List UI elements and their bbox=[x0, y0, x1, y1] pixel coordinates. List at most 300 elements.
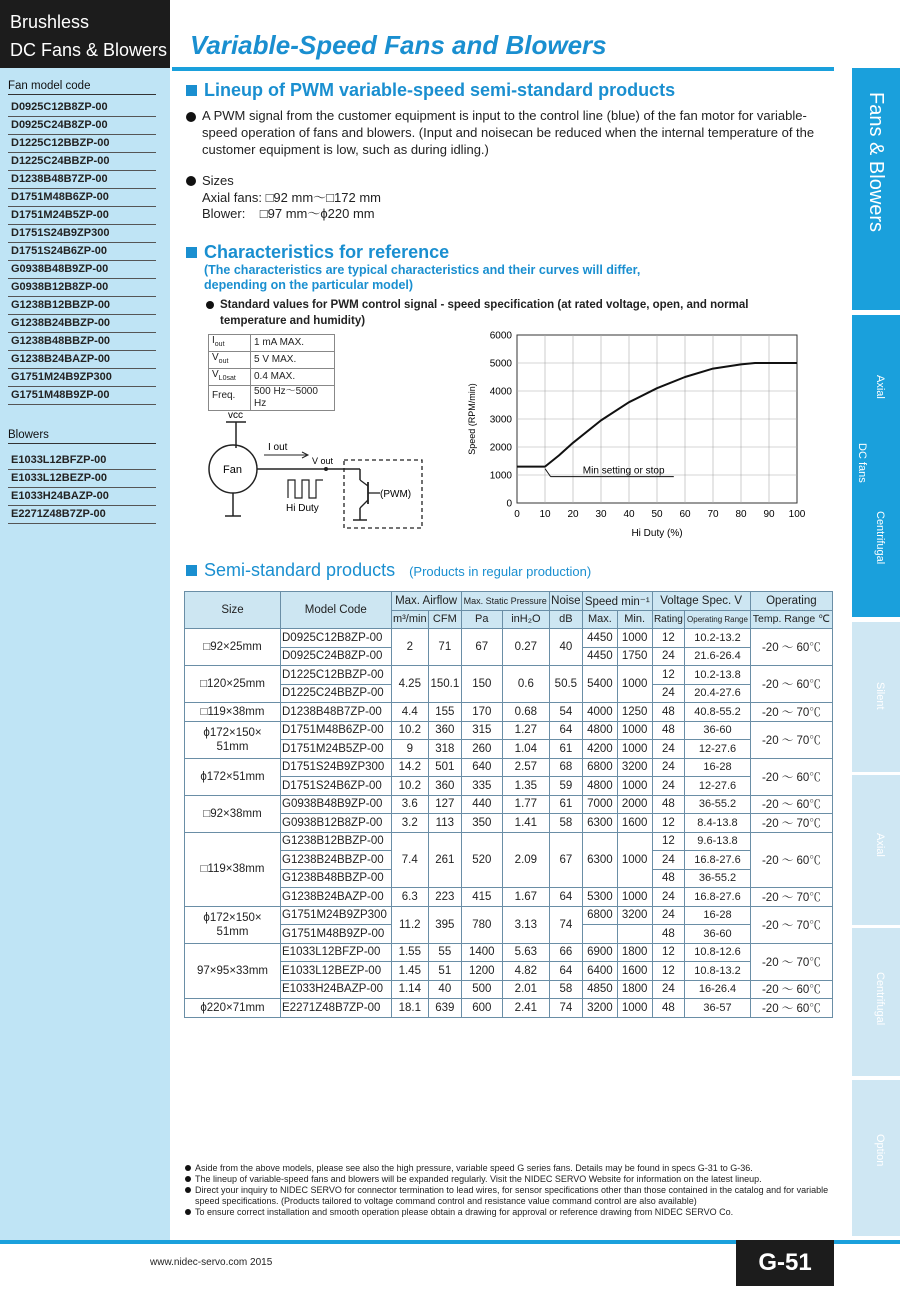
cell-inh2o: 0.68 bbox=[502, 703, 549, 722]
cell-size: □92×38mm bbox=[185, 795, 281, 832]
spec-row bbox=[209, 369, 335, 386]
cell-min: 1000 bbox=[617, 832, 652, 888]
y-tick-label: 3000 bbox=[489, 414, 512, 426]
cell-min: 1600 bbox=[617, 814, 652, 833]
cell-max: 5300 bbox=[582, 888, 617, 907]
cell-rating: 24 bbox=[652, 906, 685, 925]
fan-model-item[interactable]: G1751M48B9ZP-00 bbox=[8, 387, 156, 405]
transistor-collector bbox=[360, 480, 368, 486]
table-row bbox=[185, 999, 833, 1018]
th-m3min: m³/min bbox=[391, 610, 429, 629]
cell-model: G1238B24BBZP-00 bbox=[281, 851, 392, 870]
cell-range: 36-55.2 bbox=[685, 869, 751, 888]
tab-centrifugal-label: Centrifugal bbox=[874, 511, 886, 565]
cell-range: 12-27.6 bbox=[685, 740, 751, 759]
tab-axial2-label: Axial bbox=[874, 833, 886, 857]
cell-inh2o: 2.01 bbox=[502, 980, 549, 999]
cell-rating: 12 bbox=[652, 943, 685, 962]
cell-cfm: 113 bbox=[429, 814, 462, 833]
cell-model: D1225C24BBZP-00 bbox=[281, 684, 392, 703]
cell-m3: 3.2 bbox=[391, 814, 429, 833]
cell-rating: 12 bbox=[652, 962, 685, 981]
note-item: To ensure correct installation and smooth operation please obtain a drawing for approval or reference drawing from NIDEC SERVO Co. bbox=[183, 1207, 833, 1218]
fan-model-item[interactable]: D1238B48B7ZP-00 bbox=[8, 171, 156, 189]
table-row bbox=[185, 703, 833, 722]
fan-model-item[interactable]: D0925C24B8ZP-00 bbox=[8, 117, 156, 135]
cell-temp: -20 ～ 70℃ bbox=[750, 814, 832, 833]
blower-model-item[interactable]: E1033L12BFZP-00 bbox=[8, 452, 156, 470]
cell-cfm: 150.1 bbox=[429, 666, 462, 703]
standard-values-1: Standard values for PWM control signal - speed specification (at rated voltage, open, and normal bbox=[220, 299, 749, 311]
table-row bbox=[185, 832, 833, 851]
fan-model-item[interactable]: G1238B48BBZP-00 bbox=[8, 333, 156, 351]
y-tick-label: 5000 bbox=[489, 358, 512, 370]
brand-header bbox=[0, 0, 170, 68]
cell-max: 4850 bbox=[582, 980, 617, 999]
fan-label: Fan bbox=[223, 464, 242, 476]
x-tick-label: 30 bbox=[595, 509, 607, 520]
fan-model-item[interactable]: D1225C12BBZP-00 bbox=[8, 135, 156, 153]
cell-model: D1238B48B7ZP-00 bbox=[281, 703, 392, 722]
x-tick-label: 80 bbox=[735, 509, 747, 520]
cell-rating: 12 bbox=[652, 814, 685, 833]
cell-model: G1238B24BAZP-00 bbox=[281, 888, 392, 907]
cell-db: 68 bbox=[549, 758, 582, 777]
cell-m3: 7.4 bbox=[391, 832, 429, 888]
spec-symbol: $I_{out}$ bbox=[209, 335, 251, 352]
x-tick-label: 90 bbox=[763, 509, 775, 520]
table-row bbox=[185, 758, 833, 777]
cell-pa: 780 bbox=[461, 906, 502, 943]
cell-temp: -20 ～ 70℃ bbox=[750, 943, 832, 980]
cell-inh2o: 1.41 bbox=[502, 814, 549, 833]
cell-pa: 67 bbox=[461, 629, 502, 666]
cell-range: 10.2-13.2 bbox=[685, 629, 751, 648]
cell-min: 1000 bbox=[617, 888, 652, 907]
cell-cfm: 261 bbox=[429, 832, 462, 888]
cell-inh2o: 1.67 bbox=[502, 888, 549, 907]
cell-model: D1751S24B9ZP300 bbox=[281, 758, 392, 777]
cell-db: 61 bbox=[549, 795, 582, 814]
cell-pa: 500 bbox=[461, 980, 502, 999]
bullet-icon bbox=[186, 112, 196, 122]
th-operating: Operating bbox=[750, 592, 832, 611]
cell-rating: 12 bbox=[652, 666, 685, 685]
cell-cfm: 127 bbox=[429, 795, 462, 814]
th-pressure: Max. Static Pressure bbox=[461, 592, 549, 611]
cell-cfm: 155 bbox=[429, 703, 462, 722]
bullet-icon bbox=[186, 176, 196, 186]
cell-cfm: 55 bbox=[429, 943, 462, 962]
th-airflow: Max. Airflow bbox=[391, 592, 461, 611]
cell-temp: -20 ～ 60℃ bbox=[750, 795, 832, 814]
fan-model-list bbox=[8, 99, 156, 405]
cell-max: 6300 bbox=[582, 814, 617, 833]
fan-model-item[interactable]: D1225C24BBZP-00 bbox=[8, 153, 156, 171]
cell-pa: 1200 bbox=[461, 962, 502, 981]
cell-range: 8.4-13.8 bbox=[685, 814, 751, 833]
cell-min: 1800 bbox=[617, 980, 652, 999]
x-tick-label: 70 bbox=[707, 509, 719, 520]
th-inh2o: inH₂O bbox=[502, 610, 549, 629]
th-pa: Pa bbox=[461, 610, 502, 629]
cell-pa: 600 bbox=[461, 999, 502, 1018]
cell-max: 4000 bbox=[582, 703, 617, 722]
table-row bbox=[185, 888, 833, 907]
cell-max: 6800 bbox=[582, 758, 617, 777]
cell-temp: -20 ～ 60℃ bbox=[750, 758, 832, 795]
cell-pa: 260 bbox=[461, 740, 502, 759]
cell-pa: 335 bbox=[461, 777, 502, 796]
fan-model-item[interactable]: G0938B12B8ZP-00 bbox=[8, 279, 156, 297]
cell-cfm: 318 bbox=[429, 740, 462, 759]
fan-model-item[interactable]: D1751M48B6ZP-00 bbox=[8, 189, 156, 207]
cell-range: 10.2-13.8 bbox=[685, 666, 751, 685]
fan-model-item[interactable]: G1238B24BBZP-00 bbox=[8, 315, 156, 333]
section-lineup-heading: Lineup of PWM variable-speed semi-standard products bbox=[186, 80, 675, 101]
cell-min: 3200 bbox=[617, 758, 652, 777]
y-axis-label: Speed (RPM/min) bbox=[467, 383, 477, 455]
cell-model: G1238B48BBZP-00 bbox=[281, 869, 392, 888]
transistor-emitter bbox=[360, 500, 368, 508]
vout-label: V out bbox=[312, 456, 334, 466]
cell-rating: 24 bbox=[652, 851, 685, 870]
cell-inh2o: 3.13 bbox=[502, 906, 549, 943]
cell-size: □120×25mm bbox=[185, 666, 281, 703]
cell-cfm: 639 bbox=[429, 999, 462, 1018]
cell-range: 40.8-55.2 bbox=[685, 703, 751, 722]
cell-pa: 350 bbox=[461, 814, 502, 833]
x-tick-label: 0 bbox=[514, 509, 520, 520]
note-item: The lineup of variable-speed fans and blowers will be expanded regularly. Visit the NIDEC SERVO Website for information on the latest lineup. bbox=[183, 1174, 833, 1185]
cell-model: G1238B12BBZP-00 bbox=[281, 832, 392, 851]
tab-option[interactable] bbox=[852, 1080, 900, 1236]
fan-model-item[interactable]: D1751S24B9ZP300 bbox=[8, 225, 156, 243]
cell-rating: 48 bbox=[652, 795, 685, 814]
th-speed: Speed min⁻¹ bbox=[582, 592, 652, 611]
cell-max: 6800 bbox=[582, 906, 617, 925]
cell-m3: 6.3 bbox=[391, 888, 429, 907]
characteristics-note-1: (The characteristics are typical characteristics and their curves will differ, bbox=[204, 263, 641, 277]
tab-axial-label: Axial bbox=[874, 375, 886, 399]
table-row bbox=[185, 740, 833, 759]
x-tick-label: 50 bbox=[651, 509, 663, 520]
cell-inh2o: 0.6 bbox=[502, 666, 549, 703]
cell-model: E1033L12BFZP-00 bbox=[281, 943, 392, 962]
th-voltage: Voltage Spec. V bbox=[652, 592, 750, 611]
cell-m3: 3.6 bbox=[391, 795, 429, 814]
cell-rating: 48 bbox=[652, 869, 685, 888]
cell-cfm: 223 bbox=[429, 888, 462, 907]
cell-inh2o: 1.35 bbox=[502, 777, 549, 796]
x-tick-label: 60 bbox=[679, 509, 691, 520]
cell-range: 16.8-27.6 bbox=[685, 851, 751, 870]
cell-rating: 48 bbox=[652, 925, 685, 944]
section-semi-standard-heading: Semi-standard products (Products in regular production) bbox=[186, 560, 591, 581]
table-row bbox=[185, 721, 833, 740]
cell-db: 67 bbox=[549, 832, 582, 888]
cell-model: G1751M48B9ZP-00 bbox=[281, 925, 392, 944]
cell-max: 4800 bbox=[582, 721, 617, 740]
semi-standard-products-table bbox=[184, 591, 833, 1018]
cell-range: 20.4-27.6 bbox=[685, 684, 751, 703]
tab-axial[interactable] bbox=[852, 775, 900, 925]
cell-db: 58 bbox=[549, 814, 582, 833]
cell-range: 10.8-12.6 bbox=[685, 943, 751, 962]
cell-inh2o: 4.82 bbox=[502, 962, 549, 981]
square-icon bbox=[186, 565, 197, 576]
bullet-icon bbox=[206, 301, 214, 309]
fan-model-heading: Fan model code bbox=[8, 80, 156, 95]
cell-inh2o: 0.27 bbox=[502, 629, 549, 666]
cell-max: 6400 bbox=[582, 962, 617, 981]
spec-row bbox=[209, 352, 335, 369]
characteristics-note-2: depending on the particular model) bbox=[204, 278, 414, 292]
cell-min: 3200 bbox=[617, 906, 652, 925]
spec-value: 0.4 MAX. bbox=[251, 369, 335, 386]
cell-temp: -20 ～ 60℃ bbox=[750, 666, 832, 703]
page-title: Variable-Speed Fans and Blowers bbox=[190, 30, 607, 60]
th-size: Size bbox=[185, 592, 281, 629]
cell-max bbox=[582, 925, 617, 944]
tab-option-label: Option bbox=[874, 1134, 886, 1167]
cell-cfm: 71 bbox=[429, 629, 462, 666]
cell-max: 6900 bbox=[582, 943, 617, 962]
cell-rating: 24 bbox=[652, 740, 685, 759]
cell-range: 16-28 bbox=[685, 906, 751, 925]
blower-model-item[interactable]: E1033H24BAZP-00 bbox=[8, 488, 156, 506]
tab-dc-fans-label: DC fans bbox=[856, 443, 868, 483]
cell-db: 64 bbox=[549, 962, 582, 981]
cell-m3: 4.25 bbox=[391, 666, 429, 703]
th-rating: Rating bbox=[652, 610, 685, 629]
cell-min: 1000 bbox=[617, 999, 652, 1018]
cell-temp: -20 ～ 60℃ bbox=[750, 629, 832, 666]
fan-model-item[interactable]: D0925C12B8ZP-00 bbox=[8, 99, 156, 117]
table-row bbox=[185, 777, 833, 796]
spec-row bbox=[209, 335, 335, 352]
square-icon bbox=[186, 247, 197, 258]
cell-pa: 440 bbox=[461, 795, 502, 814]
cell-min: 1000 bbox=[617, 777, 652, 796]
cell-temp: -20 ～ 60℃ bbox=[750, 832, 832, 888]
fan-model-item[interactable]: D1751M24B5ZP-00 bbox=[8, 207, 156, 225]
cell-m3: 18.1 bbox=[391, 999, 429, 1018]
annotation-leader bbox=[545, 469, 551, 477]
cell-model: G1751M24B9ZP300 bbox=[281, 906, 392, 925]
cell-size: □92×25mm bbox=[185, 629, 281, 666]
cell-inh2o: 2.57 bbox=[502, 758, 549, 777]
cell-m3: 1.14 bbox=[391, 980, 429, 999]
cell-range: 16-28 bbox=[685, 758, 751, 777]
sizes-blower: Blower: □97 mm～ϕ220 mm bbox=[202, 206, 375, 221]
x-tick-label: 20 bbox=[567, 509, 579, 520]
cell-pa: 415 bbox=[461, 888, 502, 907]
cell-model: D0925C12B8ZP-00 bbox=[281, 629, 392, 648]
tab-silent-label: Silent bbox=[874, 682, 886, 710]
x-tick-label: 40 bbox=[623, 509, 635, 520]
cell-model: G0938B48B9ZP-00 bbox=[281, 795, 392, 814]
semi-standard-subheading: (Products in regular production) bbox=[409, 564, 592, 579]
cell-pa: 1400 bbox=[461, 943, 502, 962]
cell-max: 4450 bbox=[582, 629, 617, 648]
x-tick-label: 10 bbox=[539, 509, 551, 520]
pwm-spec-table bbox=[208, 334, 335, 411]
cell-inh2o: 2.41 bbox=[502, 999, 549, 1018]
blower-model-item[interactable]: E2271Z48B7ZP-00 bbox=[8, 506, 156, 524]
blower-model-item[interactable]: E1033L12BEZP-00 bbox=[8, 470, 156, 488]
cell-db: 61 bbox=[549, 740, 582, 759]
cell-inh2o: 1.27 bbox=[502, 721, 549, 740]
cell-cfm: 501 bbox=[429, 758, 462, 777]
cell-pa: 520 bbox=[461, 832, 502, 888]
cell-m3: 14.2 bbox=[391, 758, 429, 777]
pwm-circuit-diagram bbox=[196, 404, 436, 530]
cell-m3: 4.4 bbox=[391, 703, 429, 722]
cell-model: D1751M48B6ZP-00 bbox=[281, 721, 392, 740]
cell-m3: 11.2 bbox=[391, 906, 429, 943]
fan-model-item[interactable]: G1238B12BBZP-00 bbox=[8, 297, 156, 315]
cell-size: □119×38mm bbox=[185, 703, 281, 722]
cell-size: ϕ172×51mm bbox=[185, 758, 281, 795]
cell-range: 21.6-26.4 bbox=[685, 647, 751, 666]
junction-dot bbox=[324, 467, 328, 471]
cell-rating: 24 bbox=[652, 777, 685, 796]
cell-max: 6300 bbox=[582, 832, 617, 888]
cell-cfm: 395 bbox=[429, 906, 462, 943]
spec-value: 1 mA MAX. bbox=[251, 335, 335, 352]
cell-pa: 315 bbox=[461, 721, 502, 740]
tab-fans-blowers[interactable] bbox=[852, 68, 900, 310]
fan-model-item[interactable]: G1751M24B9ZP300 bbox=[8, 369, 156, 387]
x-axis-label: Hi Duty (%) bbox=[631, 528, 683, 539]
cell-rating: 24 bbox=[652, 888, 685, 907]
table-row bbox=[185, 980, 833, 999]
table-row bbox=[185, 629, 833, 648]
table-row bbox=[185, 962, 833, 981]
tab-centrifugal[interactable] bbox=[852, 928, 900, 1076]
cell-min: 1000 bbox=[617, 740, 652, 759]
y-tick-label: 4000 bbox=[489, 386, 512, 398]
footnotes bbox=[183, 1163, 833, 1218]
cell-model: E1033H24BAZP-00 bbox=[281, 980, 392, 999]
fan-model-item[interactable]: G1238B24BAZP-00 bbox=[8, 351, 156, 369]
square-icon bbox=[186, 85, 197, 96]
x-tick-label: 100 bbox=[788, 509, 806, 520]
cell-db: 40 bbox=[549, 629, 582, 666]
sizes-label: Sizes bbox=[202, 173, 234, 188]
section-characteristics-heading: Characteristics for reference bbox=[186, 242, 449, 263]
cell-m3: 1.45 bbox=[391, 962, 429, 981]
tab-axial-dc[interactable] bbox=[852, 315, 900, 617]
cell-rating: 48 bbox=[652, 703, 685, 722]
cell-rating: 24 bbox=[652, 647, 685, 666]
speed-vs-duty-chart bbox=[460, 326, 820, 546]
table-row bbox=[185, 666, 833, 685]
cell-rating: 24 bbox=[652, 758, 685, 777]
cell-rating: 24 bbox=[652, 980, 685, 999]
cell-m3: 10.2 bbox=[391, 721, 429, 740]
cell-m3: 9 bbox=[391, 740, 429, 759]
cell-pa: 170 bbox=[461, 703, 502, 722]
cell-min: 1600 bbox=[617, 962, 652, 981]
th-oprange: Operating Range bbox=[685, 610, 751, 629]
cell-rating: 24 bbox=[652, 684, 685, 703]
th-model: Model Code bbox=[281, 592, 392, 629]
fan-model-item[interactable]: D1751S24B6ZP-00 bbox=[8, 243, 156, 261]
vcc-label: vcc bbox=[228, 410, 243, 421]
spec-symbol: $V_{out}$ bbox=[209, 352, 251, 369]
y-tick-label: 2000 bbox=[489, 442, 512, 454]
pwm-waveform-icon bbox=[288, 480, 323, 498]
cell-temp: -20 ～ 60℃ bbox=[750, 999, 832, 1018]
iout-label: I out bbox=[268, 442, 288, 453]
cell-range: 36-57 bbox=[685, 999, 751, 1018]
pwm-label: (PWM) bbox=[380, 489, 412, 500]
cell-temp: -20 ～ 70℃ bbox=[750, 888, 832, 907]
cell-inh2o: 5.63 bbox=[502, 943, 549, 962]
cell-min: 1000 bbox=[617, 721, 652, 740]
cell-db: 74 bbox=[549, 906, 582, 943]
tab-silent[interactable] bbox=[852, 622, 900, 772]
cell-range: 12-27.6 bbox=[685, 777, 751, 796]
blower-model-list bbox=[8, 452, 156, 524]
spec-value: 5 V MAX. bbox=[251, 352, 335, 369]
sizes-axial: Axial fans: □92 mm～□172 mm bbox=[202, 190, 381, 205]
cell-db: 59 bbox=[549, 777, 582, 796]
th-noise: Noise bbox=[549, 592, 582, 611]
cell-model: D0925C24B8ZP-00 bbox=[281, 647, 392, 666]
cell-db: 64 bbox=[549, 721, 582, 740]
cell-inh2o: 1.77 bbox=[502, 795, 549, 814]
cell-size: ϕ220×71mm bbox=[185, 999, 281, 1018]
fan-model-item[interactable]: G0938B48B9ZP-00 bbox=[8, 261, 156, 279]
cell-db: 50.5 bbox=[549, 666, 582, 703]
cell-min: 1750 bbox=[617, 647, 652, 666]
cell-rating: 12 bbox=[652, 832, 685, 851]
cell-temp: -20 ～ 70℃ bbox=[750, 721, 832, 758]
cell-cfm: 360 bbox=[429, 777, 462, 796]
cell-temp: -20 ～ 70℃ bbox=[750, 906, 832, 943]
cell-range: 16-26.4 bbox=[685, 980, 751, 999]
cell-range: 16.8-27.6 bbox=[685, 888, 751, 907]
cell-range: 36-60 bbox=[685, 721, 751, 740]
hi-duty-label: Hi Duty bbox=[286, 503, 319, 514]
cell-db: 74 bbox=[549, 999, 582, 1018]
th-min: Min. bbox=[617, 610, 652, 629]
cell-cfm: 40 bbox=[429, 980, 462, 999]
th-cfm: CFM bbox=[429, 610, 462, 629]
table-row bbox=[185, 906, 833, 925]
cell-rating: 12 bbox=[652, 629, 685, 648]
cell-max: 4450 bbox=[582, 647, 617, 666]
brand-line2: DC Fans & Blowers bbox=[10, 40, 168, 60]
cell-size: 97×95×33mm bbox=[185, 943, 281, 999]
footer-url[interactable]: www.nidec-servo.com 2015 bbox=[150, 1257, 273, 1268]
spec-value: 500 Hz～5000 Hz bbox=[251, 386, 335, 411]
cell-model: E1033L12BEZP-00 bbox=[281, 962, 392, 981]
cell-m3: 2 bbox=[391, 629, 429, 666]
spec-symbol: $V_{L0sat}$ bbox=[209, 369, 251, 386]
annotation-label: Min setting or stop bbox=[582, 465, 665, 477]
table-row bbox=[185, 814, 833, 833]
spec-symbol: Freq. bbox=[209, 386, 251, 411]
page-number: G-51 bbox=[736, 1240, 834, 1286]
cell-temp: -20 ～ 60℃ bbox=[750, 980, 832, 999]
cell-size: □119×38mm bbox=[185, 832, 281, 906]
blower-heading: Blowers bbox=[8, 429, 156, 444]
cell-range: 9.6-13.8 bbox=[685, 832, 751, 851]
